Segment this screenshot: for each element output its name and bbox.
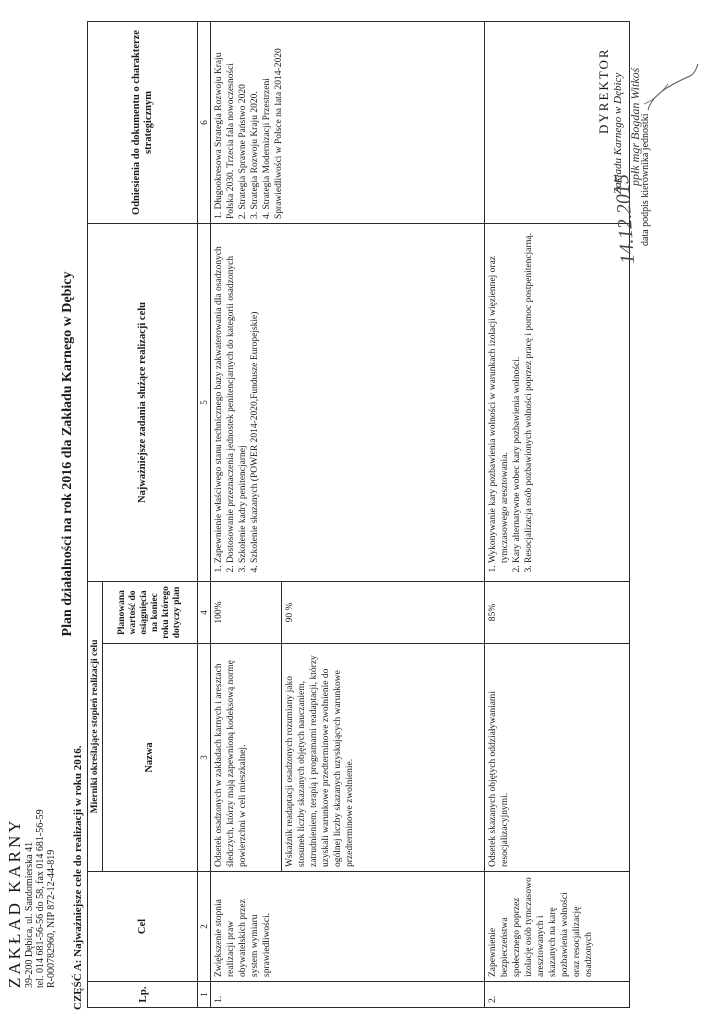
table-row [211, 22, 282, 1008]
handwritten-date: 14.12.2015 [610, 173, 640, 265]
task-item: 4. Szkolenie skazanych (POWER 2014-2020,Fundusze Europejskie) [249, 228, 261, 563]
row-tasks [485, 224, 630, 582]
measure-name: Wskaźnik readaptacji osadzonych rozumiany jako stosunek liczby skazanych objętych nauczaniem, zatrudnieniem, terapią i programami readaptacji, którzy uzyskali warunkowe przedterminowe zwolnienie do ogólnej liczby skazanych uzyskujących warunkowe przedterminowe zwolnienie. [282, 644, 485, 872]
header-planned-value: Planowana wartość do osiągnięcia na koniec roku którego dotyczy plan [103, 582, 198, 644]
column-number: 1 [198, 982, 211, 1008]
column-number: 5 [198, 224, 211, 582]
task-item: 2. Dostosowanie przeznaczenia jednostek penitencjarnych do kategorii osadzonych [225, 228, 237, 563]
task-item: 3. Szkolenie kadry penitencjarnej [237, 228, 249, 563]
director-stamp-institution: Zakładu Karnego w Dębicy [612, 72, 624, 194]
director-stamp-title: DYREKTOR [596, 47, 611, 134]
measure-value: 85% [485, 582, 630, 644]
column-number: 2 [198, 872, 211, 982]
goals-table [87, 21, 630, 1008]
task-item: 1. Wykonywanie kary pozbawienia wolności w warunkach izolacji więziennej oraz tymczasowego aresztowania. [487, 228, 511, 563]
document-title: Plan działalności na rok 2016 dla Zakładu Karnego w Dębicy [60, 271, 75, 637]
column-number-row [198, 22, 211, 1008]
tasks-list [213, 228, 261, 577]
header-references: Odniesienia do dokumentu o charakterze strategicznym [88, 22, 198, 224]
task-item: 1. Zapewnienie właściwego stanu technicznego bazy zakwaterowania dla osadzonych [213, 228, 225, 563]
handwritten-name: ppłk mgr Bogdan Witkoś [628, 67, 642, 186]
institution-phones: tel. 014 681-56-56 do 58, fax 014 681-56-59 [35, 809, 46, 988]
section-title: CZĘŚĆ A: Najważniejsze cele do realizacji w roku 2016. [72, 745, 84, 1010]
column-number: 4 [198, 582, 211, 644]
institution-name: ZAKŁAD KARNY [5, 817, 24, 988]
row-goal: Zwiększenie stopnia realizacji praw obywatelskich przez system wymiaru sprawiedliwości. [211, 872, 485, 982]
task-item: 3. Resocjalizacja osób pozbawionych wolności poprzez pracę i pomoc postpenitencjarną. [523, 228, 535, 563]
header-tasks: Najważniejsze zadania służące realizacji celu [88, 224, 198, 582]
institution-ids: R-000782960, NIP 872-12-44-819 [46, 849, 57, 988]
header-measures-group: Mierniki określające stopień realizacji celu [88, 582, 103, 872]
task-item: 2. Kary alternatywne wobec kary pozbawienia wolności. [511, 228, 523, 563]
measure-name: Odsetek skazanych objętych oddziaływaniami resocjalizacyjnymi. [485, 644, 630, 872]
tasks-list [487, 228, 535, 577]
header-lp: Lp. [88, 982, 198, 1008]
institution-header-stamp [6, 688, 57, 988]
measure-value: 90 % [282, 582, 485, 644]
column-number: 6 [198, 22, 211, 224]
row-lp: 1. [211, 982, 485, 1008]
header-goal: Cel [88, 872, 198, 982]
row-lp: 2. [485, 982, 630, 1008]
row-references: 1. Długookresowa Strategia Rozwoju Kraju Polska 2030. Trzecia fala nowoczesności 2. Strategia Sprawne Państwo 2020 3. Strategia Rozwoju Kraju 2020. 4. Strategia Modernizacji Przestrzeni Sprawiedliwości w Polsce na lata 2014-2020 [211, 22, 485, 224]
table-row [485, 22, 630, 1008]
header-measure-name: Nazwa [103, 644, 198, 872]
row-tasks [211, 224, 485, 582]
row-goal: Zapewnienie bezpieczeństwa społecznego poprzez izolację osób tymczasowo aresztowanych i skazanych na karę pozbawienia wolności oraz resocjalizację osadzonych [485, 872, 630, 982]
institution-address: 39-200 Dębica, ul. Sandomierska 41 [24, 841, 35, 988]
column-number: 3 [198, 644, 211, 872]
signature-scribble-icon [642, 34, 702, 114]
signature-caption: data podpis kierownika jednostki [640, 113, 651, 246]
measure-name: Odsetek osadzonych w zakładach karnych i aresztach śledczych, którzy mają zapewnioną kodeksową normę powierzchni w celi mieszkalnej. [211, 644, 282, 872]
measure-value: 100% [211, 582, 282, 644]
